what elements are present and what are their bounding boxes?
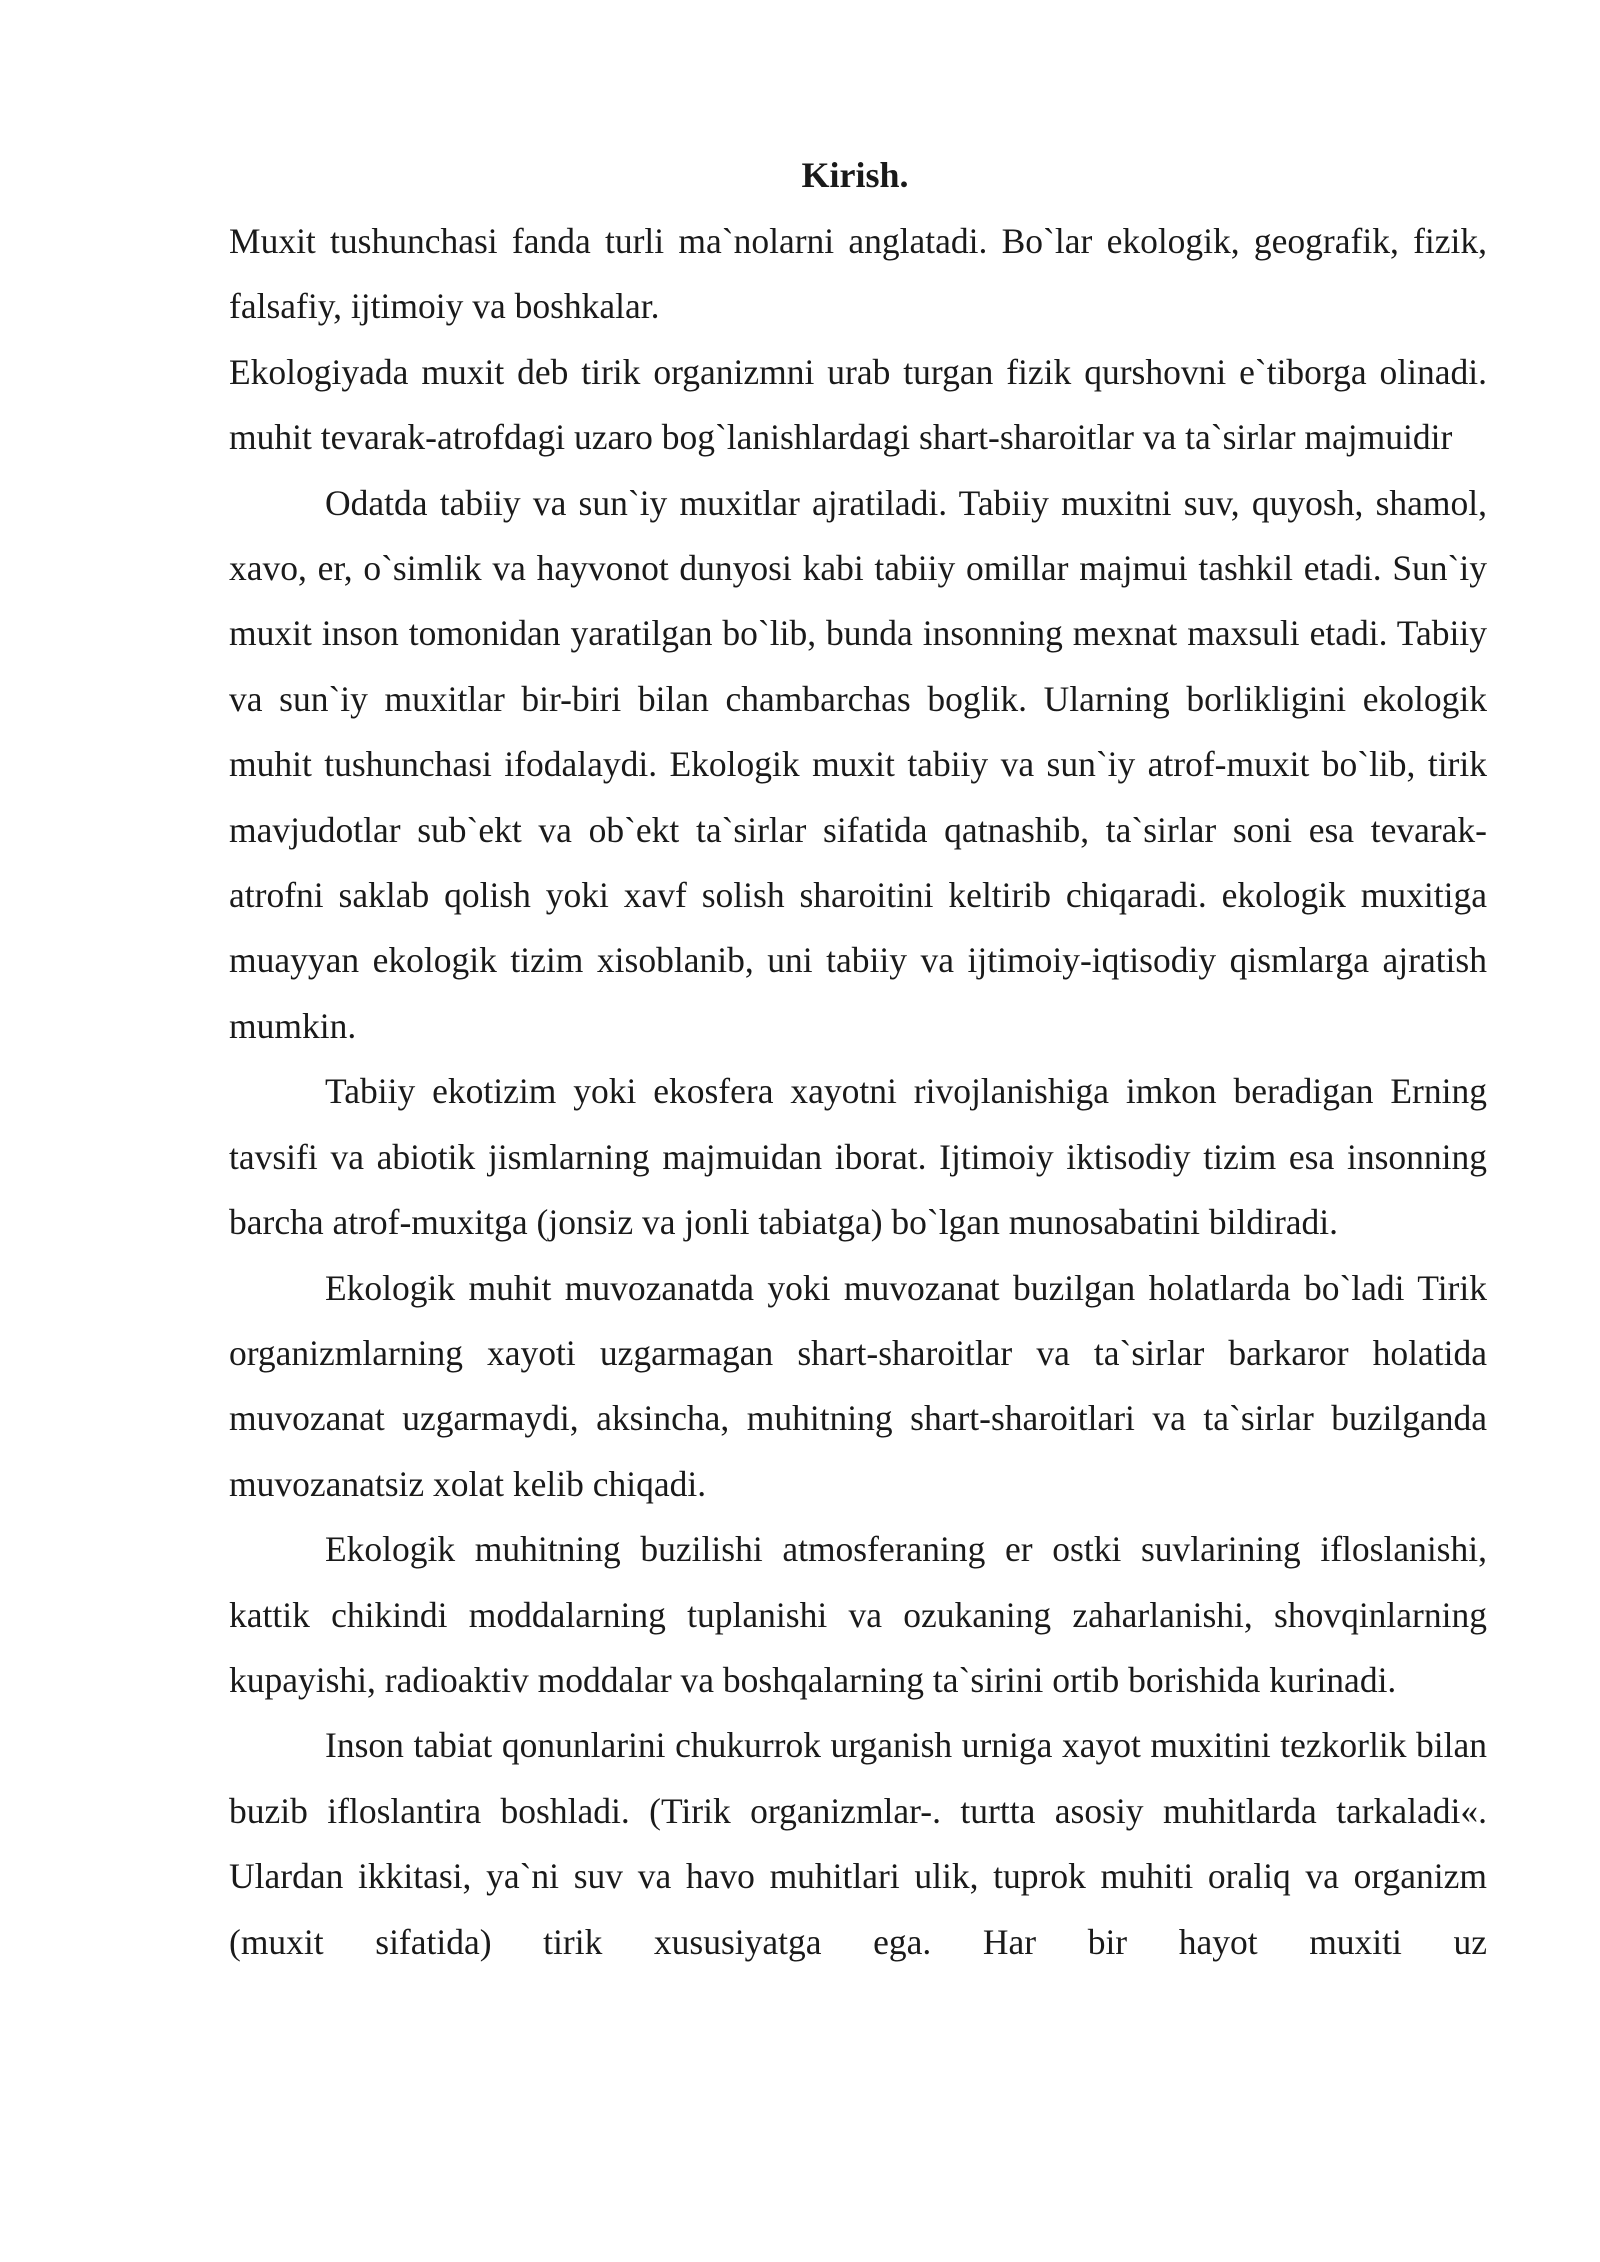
paragraph-6: Ekologik muhitning buzilishi atmosferaning er ostki suvlarining ifloslanishi, kattik chikindi moddalarning tuplanishi va ozukaning zaharlanishi, shovqinlarning kupayishi, radioaktiv moddalar va boshqalarning ta`sirini ortib borishida kurinadi.: [229, 1529, 1487, 1700]
paragraph-1: Muxit tushunchasi fanda turli ma`nolarni anglatadi. Bo`lar ekologik, geografik, fizik, falsafiy, ijtimoiy va boshkalar.: [229, 221, 1487, 327]
paragraph-7: Inson tabiat qonunlarini chukurrok urganish urniga xayot muxitini tezkorlik bilan buzib ifloslantira boshladi. (Tirik organizmlar-. turtta asosiy muhitlarda tarkaladi«. Ulardan ikkitasi, ya`ni suv va havo muhitlari ulik, tuprok muhiti oraliq va organizm (muxit sifatida) tirik xususiyatga ega. Har bir hayot muxiti uz: [229, 1725, 1487, 1962]
paragraph-5: Ekologik muhit muvozanatda yoki muvozanat buzilgan holatlarda bo`ladi Tirik organizmlarning xayoti uzgarmagan shart-sharoitlar va ta`sirlar barkaror holatida muvozanat uzgarmaydi, aksincha, muhitning shart-sharoitlari va ta`sirlar buzilganda muvozanatsiz xolat kelib chiqadi.: [229, 1267, 1487, 1504]
paragraph-3: Odatda tabiiy va sun`iy muxitlar ajratiladi. Tabiiy muxitni suv, quyosh, shamol, xavo, er, o`simlik va hayvonot dunyosi kabi tabiiy omillar majmui tashkil etadi. Sun`iy muxit inson tomonidan yaratilgan bo`lib, bunda insonning mexnat maxsuli etadi. Tabiiy va sun`iy muxitlar bir-biri bilan chambarchas boglik. Ularning borlikligini ekologik muhit tushunchasi ifodalaydi. Ekologik muxit tabiiy va sun`iy atrof-muxit bo`lib, tirik mavjudotlar sub`ekt va ob`ekt ta`sirlar sifatida qatnashib, ta`sirlar soni esa tevarak-atrofni saklab qolish yoki xavf solish sharoitini keltirib chiqaradi. ekologik muxitiga muayyan ekologik tizim xisoblanib, uni tabiiy va ijtimoiy-iqtisodiy qismlarga ajratish mumkin.: [229, 482, 1487, 1046]
paragraph-4: Tabiiy ekotizim yoki ekosfera xayotni rivojlanishiga imkon beradigan Erning tavsifi va abiotik jismlarning majmuidan iborat. Ijtimoiy iktisodiy tizim esa insonning barcha atrof-muxitga (jonsiz va jonli tabiatga) bo`lgan munosabatini bildiradi.: [229, 1071, 1487, 1243]
page-title: Kirish.: [801, 155, 909, 195]
paragraph-2: Ekologiyada muxit deb tirik organizmni urab turgan fizik qurshovni e`tiborga olinadi. muhit tevarak-atrofdagi uzaro bog`lanishlardagi shart-sharoitlar va ta`sirlar majmuidir: [229, 351, 1487, 458]
document-body: [229, 209, 1487, 1975]
